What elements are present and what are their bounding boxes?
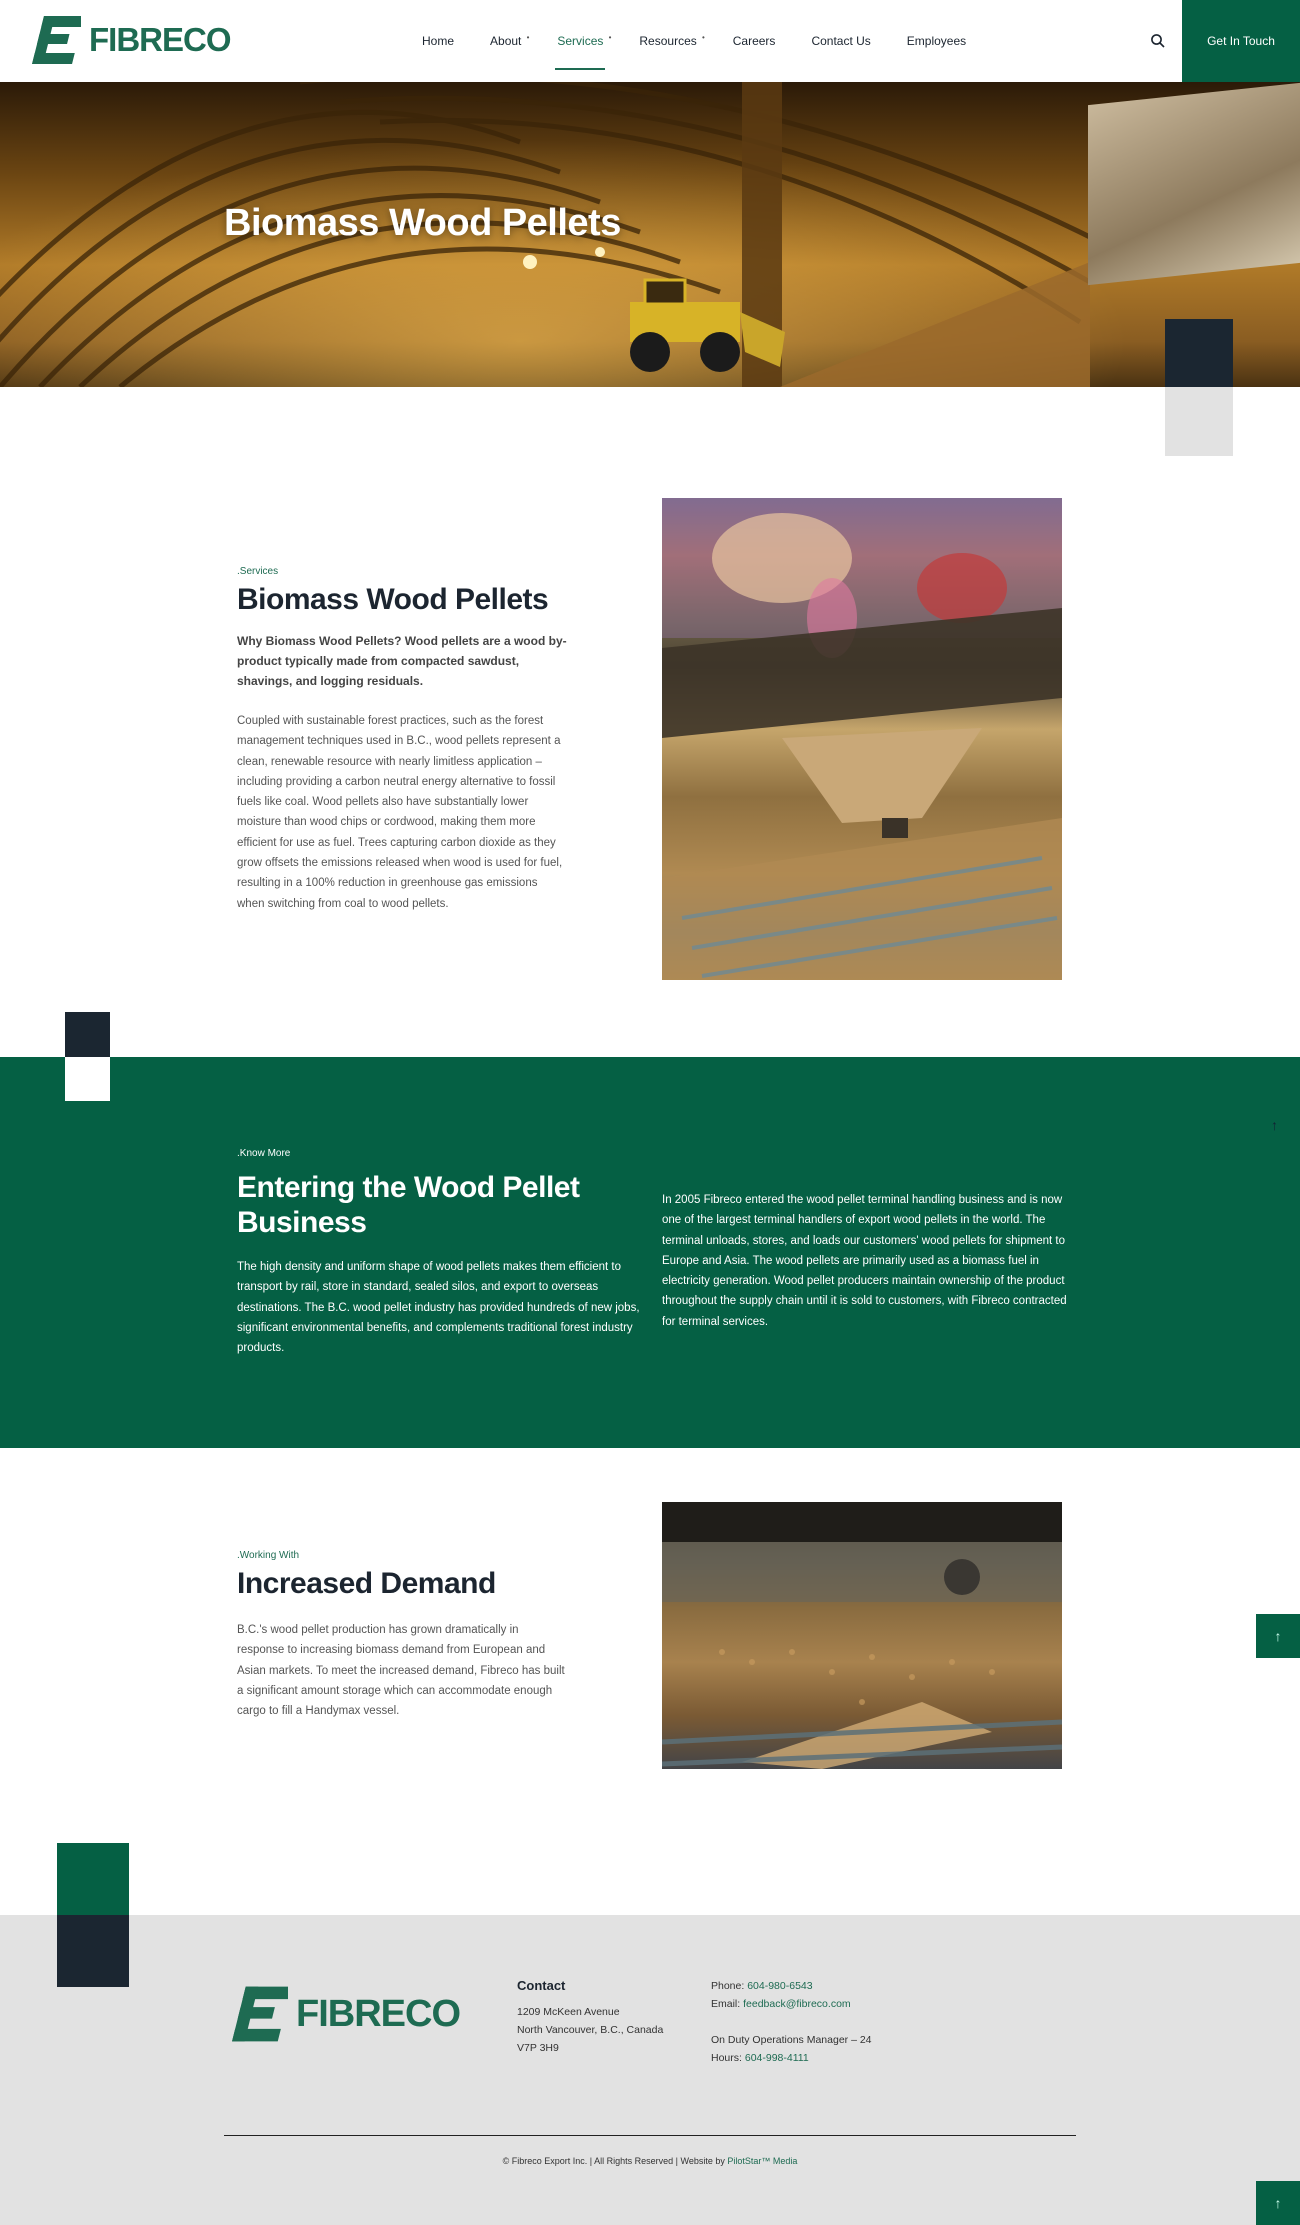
nav-label: About bbox=[490, 34, 522, 48]
search-icon[interactable] bbox=[1150, 33, 1166, 49]
section-title: Increased Demand bbox=[237, 1567, 496, 1600]
nav-label: Services bbox=[557, 34, 604, 48]
decor-block-white-overlap bbox=[65, 1057, 110, 1101]
hours-label: Hours: bbox=[711, 2052, 742, 2064]
pellet-terminal-photo bbox=[662, 498, 1062, 980]
address-line: 1209 McKeen Avenue bbox=[517, 2006, 620, 2018]
nav-label: Home bbox=[422, 34, 455, 48]
footer-divider bbox=[224, 2135, 1076, 2136]
decor-block-gray bbox=[1165, 387, 1233, 456]
scroll-to-top-button-footer[interactable] bbox=[1256, 2181, 1300, 2225]
hero-title: Biomass Wood Pellets bbox=[224, 202, 621, 244]
logo-wordmark: FIBRECO bbox=[296, 1992, 460, 2035]
dropdown-dot-icon: • bbox=[608, 33, 612, 42]
fibreco-logo-icon bbox=[25, 12, 81, 68]
footer-copyright bbox=[0, 2156, 1300, 2166]
hours-line bbox=[711, 2049, 872, 2067]
arrow-up-icon: ↑ bbox=[1274, 2195, 1282, 2211]
footer-contact-info bbox=[711, 1977, 872, 2067]
site-footer bbox=[0, 1915, 1300, 2225]
main-nav bbox=[404, 0, 984, 82]
email-link[interactable]: feedback@fibreco.com bbox=[743, 1998, 851, 2010]
wood-pellets-conveyor-photo bbox=[662, 1502, 1062, 1769]
hero-banner bbox=[0, 82, 1300, 387]
nav-label: Resources bbox=[639, 34, 697, 48]
footer-logo[interactable] bbox=[224, 1982, 460, 2046]
duty-manager-label: On Duty Operations Manager – 24 bbox=[711, 2034, 872, 2046]
fibreco-logo-icon bbox=[224, 1982, 288, 2046]
section-body-right: In 2005 Fibreco entered the wood pellet terminal handling business and is now one of the largest terminal handlers of export wood pellets in the world. The terminal unloads, stores, and loads our customers' wood pellets for shipment to Europe and Asia. The wood pellets are primarily used as a biomass fuel in electricity generation. Wood pellet producers maintain ownership of the product throughout the supply chain until it is sold to customers, with Fibreco contracted for terminal services. bbox=[662, 1194, 1067, 1328]
section-body: Coupled with sustainable forest practices, such as the forest management techniques used in B.C., wood pellets represent a clean, renewable resource with nearly limitless application – including providing a carbon neutral energy alternative to fossil fuels like coal. Wood pellets also have substantially lower moisture than wood chips or cordwood, making them more efficient for use as fuel. Trees capturing carbon dioxide as they grow offsets the emissions released when wood is used for fuel, resulting in a 100% reduction in greenhouse gas emissions when switching from coal to wood pellets. bbox=[237, 715, 563, 910]
dropdown-dot-icon: • bbox=[701, 33, 705, 42]
nav-item-about[interactable] bbox=[490, 0, 530, 82]
section-body-left: The high density and uniform shape of wood pellets makes them efficient to transport by rail, store in standard, sealed silos, and export to overseas destinations. The B.C. wood pellet industry has provided hundreds of new jobs, significant environmental benefits, and complements traditional forest industry products. bbox=[237, 1261, 640, 1355]
dropdown-dot-icon: • bbox=[526, 33, 530, 42]
arrow-up-icon[interactable]: ↑ bbox=[1271, 1117, 1278, 1133]
phone-link[interactable]: 604-980-6543 bbox=[747, 1980, 813, 1992]
copyright-text: © Fibreco Export Inc. | All Rights Reserved | Website by bbox=[502, 2156, 725, 2166]
email-label: Email: bbox=[711, 1998, 741, 2010]
nav-item-services[interactable] bbox=[557, 0, 612, 82]
section-title: Entering the Wood Pellet Business bbox=[237, 1171, 580, 1239]
address-line: North Vancouver, B.C., Canada bbox=[517, 2024, 664, 2036]
site-header bbox=[0, 0, 1300, 82]
phone-label: Phone: bbox=[711, 1980, 745, 1992]
arrow-up-icon: ↑ bbox=[1274, 1628, 1282, 1644]
get-in-touch-button[interactable]: Get In Touch bbox=[1182, 0, 1300, 82]
logo-wordmark: FIBRECO bbox=[89, 21, 231, 58]
section-lead: Why Biomass Wood Pellets? Wood pellets are a wood by-product typically made from compacted sawdust, shavings, and logging residuals. bbox=[237, 634, 567, 688]
nav-item-employees[interactable] bbox=[907, 0, 966, 82]
section-eyebrow: .Know More bbox=[237, 1148, 291, 1159]
nav-item-contact-us[interactable] bbox=[811, 0, 870, 82]
site-logo[interactable] bbox=[25, 12, 231, 68]
nav-label: Careers bbox=[732, 34, 776, 48]
credit-link[interactable]: PilotStar™ Media bbox=[727, 2156, 798, 2166]
nav-item-home[interactable] bbox=[422, 0, 454, 82]
section-title: Biomass Wood Pellets bbox=[237, 583, 549, 616]
section-body: B.C.'s wood pellet production has grown dramatically in response to increasing biomass demand from European and Asian markets. To meet the increased demand, Fibreco has built a significant amount storage which can accommodate enough cargo to fill a Handymax vessel. bbox=[237, 1624, 565, 1718]
section-eyebrow: .Services bbox=[237, 566, 279, 577]
know-more-section bbox=[0, 1057, 1300, 1448]
hero-stone-block bbox=[1088, 83, 1300, 285]
phone-line bbox=[711, 1977, 872, 1995]
nav-item-careers[interactable] bbox=[733, 0, 776, 82]
decor-block-navy-footer bbox=[57, 1915, 129, 1987]
nav-item-resources[interactable] bbox=[639, 0, 705, 82]
decor-block-green bbox=[57, 1843, 129, 1915]
hours-phone-link[interactable]: 604-998-4111 bbox=[744, 2052, 809, 2064]
email-line bbox=[711, 1995, 872, 2013]
footer-contact-heading: Contact bbox=[517, 1978, 566, 1993]
decor-block-navy-small bbox=[65, 1012, 110, 1057]
nav-label: Contact Us bbox=[811, 34, 871, 48]
nav-label: Employees bbox=[906, 34, 967, 48]
section-eyebrow: .Working With bbox=[237, 1550, 300, 1561]
footer-address bbox=[517, 2003, 663, 2057]
address-line: V7P 3H9 bbox=[517, 2042, 559, 2054]
decor-block-navy bbox=[1165, 319, 1233, 387]
scroll-to-top-button[interactable] bbox=[1256, 1614, 1300, 1658]
